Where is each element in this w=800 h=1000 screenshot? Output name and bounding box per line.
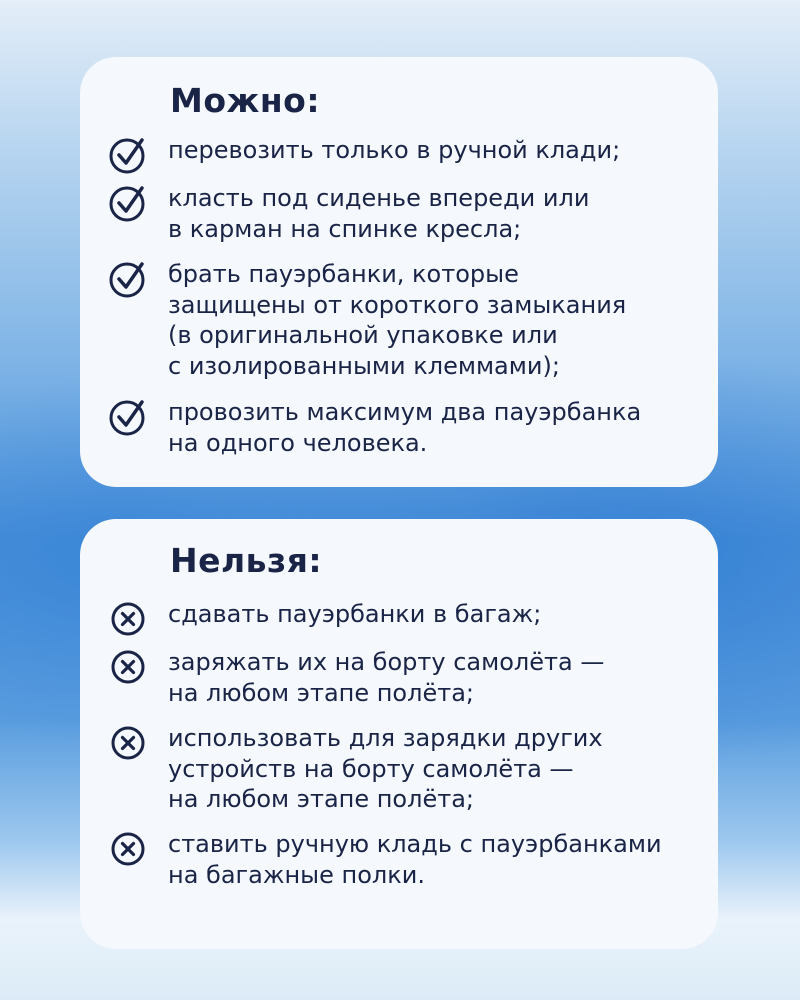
forbidden-item-text	[168, 647, 698, 708]
allowed-title: Можно:	[170, 81, 321, 120]
item-line: устройств на борту самолёта —	[168, 754, 574, 783]
item-line: защищены от короткого замыкания	[168, 290, 627, 319]
item-line: на одного человека.	[168, 428, 428, 457]
item-line: перевозить только в ручной клади;	[168, 136, 621, 164]
item-line: класть под сиденье впереди или	[168, 184, 590, 212]
check-circle-icon	[108, 135, 148, 175]
item-line: на багажные полки.	[168, 860, 425, 889]
x-circle-icon	[108, 647, 148, 687]
item-line: (в оригинальной упаковке или	[168, 321, 558, 349]
allowed-item-text	[168, 259, 698, 381]
check-circle-icon	[108, 259, 148, 299]
x-circle-icon	[108, 599, 148, 639]
item-line: в карман на спинке кресла;	[168, 214, 522, 243]
allowed-item-text	[168, 135, 698, 166]
item-line: сдавать пауэрбанки в багаж;	[168, 600, 542, 628]
item-line: на любом этапе полёта;	[168, 785, 474, 813]
item-line: ставить ручную кладь с пауэрбанками	[168, 830, 662, 858]
allowed-card	[80, 57, 718, 487]
item-line: провозить максимум два пауэрбанка	[168, 398, 642, 426]
allowed-item-text	[168, 397, 698, 458]
forbidden-item-text	[168, 723, 698, 815]
check-circle-icon	[108, 183, 148, 223]
x-circle-icon	[108, 723, 148, 763]
item-line: на любом этапе полёта;	[168, 678, 474, 707]
allowed-item-text	[168, 183, 698, 244]
item-line: использовать для зарядки других	[168, 724, 603, 752]
check-circle-icon	[108, 397, 148, 437]
forbidden-card	[80, 519, 718, 949]
forbidden-item-text	[168, 599, 698, 630]
item-line: с изолированными клеммами);	[168, 351, 560, 380]
item-line: заряжать их на борту самолёта —	[168, 648, 605, 676]
forbidden-title: Нельзя:	[170, 541, 323, 580]
x-circle-icon	[108, 829, 148, 869]
forbidden-item-text	[168, 829, 698, 890]
item-line: брать пауэрбанки, которые	[168, 260, 519, 288]
